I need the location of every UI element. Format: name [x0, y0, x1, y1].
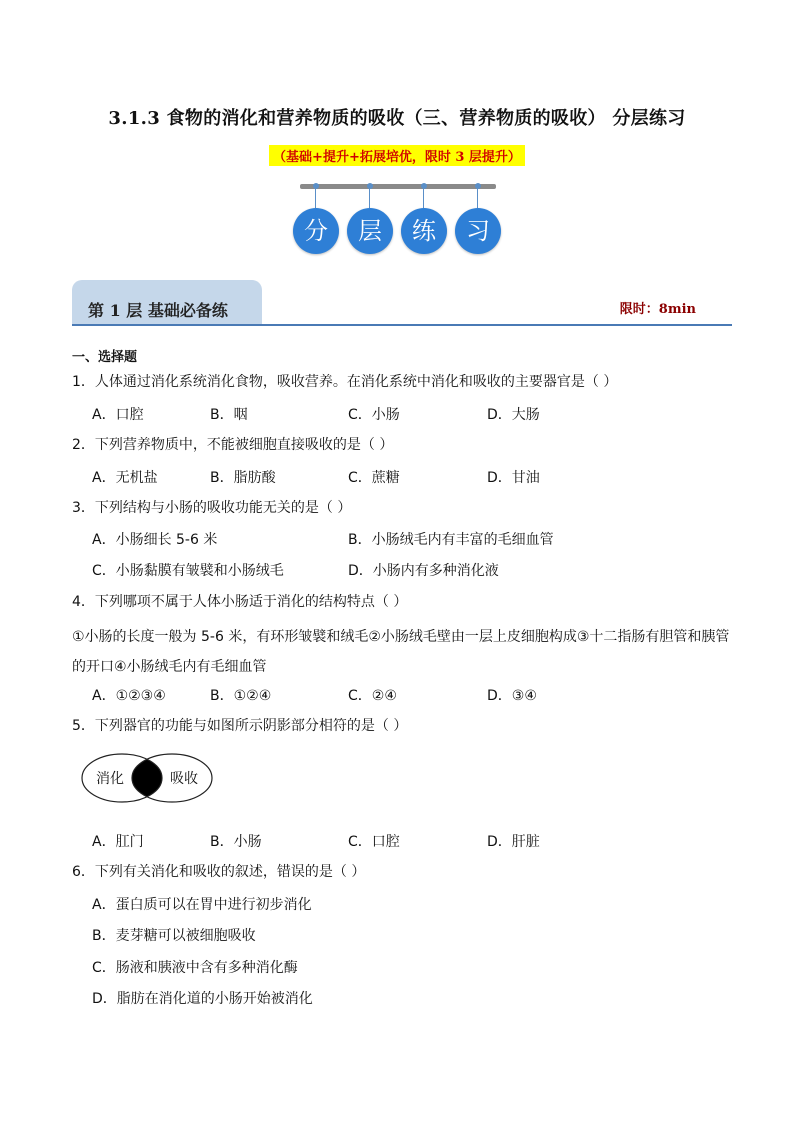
option: A．口腔	[92, 407, 144, 423]
option: B．脂肪酸	[210, 470, 276, 486]
badge-char: 层	[347, 208, 393, 254]
option: D．肝脏	[487, 834, 540, 850]
option: D．大肠	[487, 407, 540, 423]
badge-hook-dot	[475, 183, 481, 189]
question-6-option-d: D．脂肪在消化道的小肠开始被消化	[92, 991, 313, 1007]
question-6-stem: 6．下列有关消化和吸收的叙述，错误的是（ ）	[72, 864, 366, 880]
option: B．①②④	[210, 688, 272, 704]
question-2-stem: 2．下列营养物质中，不能被细胞直接吸收的是（ ）	[72, 437, 394, 453]
option: C．②④	[348, 688, 397, 704]
level-label: 第 1 层 基础必备练	[88, 301, 228, 320]
question-3-stem: 3．下列结构与小肠的吸收功能无关的是（ ）	[72, 500, 352, 516]
option: B．小肠	[210, 834, 262, 850]
badge-char: 分	[293, 208, 339, 254]
badge-hook-dot	[367, 183, 373, 189]
layered-practice-badge	[288, 180, 508, 260]
document-subtitle: （基础+提升+拓展培优，限时 3 层提升）	[269, 145, 525, 166]
section-title: 一、选择题	[72, 350, 138, 365]
option: A．小肠细长 5-6 米	[92, 532, 218, 548]
option: C．小肠黏膜有皱襞和小肠绒毛	[92, 563, 284, 579]
badge-char: 练	[401, 208, 447, 254]
option: B．咽	[210, 407, 248, 423]
option: D．甘油	[487, 470, 540, 486]
time-limit: 限时：8min	[619, 302, 696, 317]
badge-hook-dot	[421, 183, 427, 189]
question-4-stem: 4．下列哪项不属于人体小肠适于消化的结构特点（ ）	[72, 594, 408, 610]
document-title: 3.1.3 食物的消化和营养物质的吸收（三、营养物质的吸收） 分层练习	[108, 108, 686, 129]
option: D．小肠内有多种消化液	[348, 563, 499, 579]
badge-hook-dot	[313, 183, 319, 189]
level-divider	[72, 324, 732, 326]
badge-char: 习	[455, 208, 501, 254]
option: A．肛门	[92, 834, 144, 850]
option: A．无机盐	[92, 470, 158, 486]
question-6-option-a: A．蛋白质可以在胃中进行初步消化	[92, 897, 312, 913]
question-1-stem: 1．人体通过消化系统消化食物，吸收营养。在消化系统中消化和吸收的主要器官是（ ）	[72, 374, 618, 390]
venn-left-label: 消化	[96, 771, 124, 787]
venn-right-label: 吸收	[170, 771, 198, 787]
badge-hanger-bar	[300, 184, 496, 189]
option: C．蔗糖	[348, 470, 400, 486]
question-4-detail: ①小肠的长度一般为 5-6 米，有环形皱襞和绒毛②小肠绒毛壁由一层上皮细胞构成③十二指肠有胆管和胰管的开口④小肠绒毛内有毛细血管	[72, 629, 730, 675]
option: B．小肠绒毛内有丰富的毛细血管	[348, 532, 554, 548]
question-6-option-b: B．麦芽糖可以被细胞吸收	[92, 928, 256, 944]
question-6-option-c: C．肠液和胰液中含有多种消化酶	[92, 960, 298, 976]
question-5-stem: 5．下列器官的功能与如图所示阴影部分相符的是（ ）	[72, 718, 408, 734]
option: A．①②③④	[92, 688, 166, 704]
option: C．口腔	[348, 834, 400, 850]
option: D．③④	[487, 688, 537, 704]
option: C．小肠	[348, 407, 400, 423]
venn-diagram	[80, 752, 214, 804]
